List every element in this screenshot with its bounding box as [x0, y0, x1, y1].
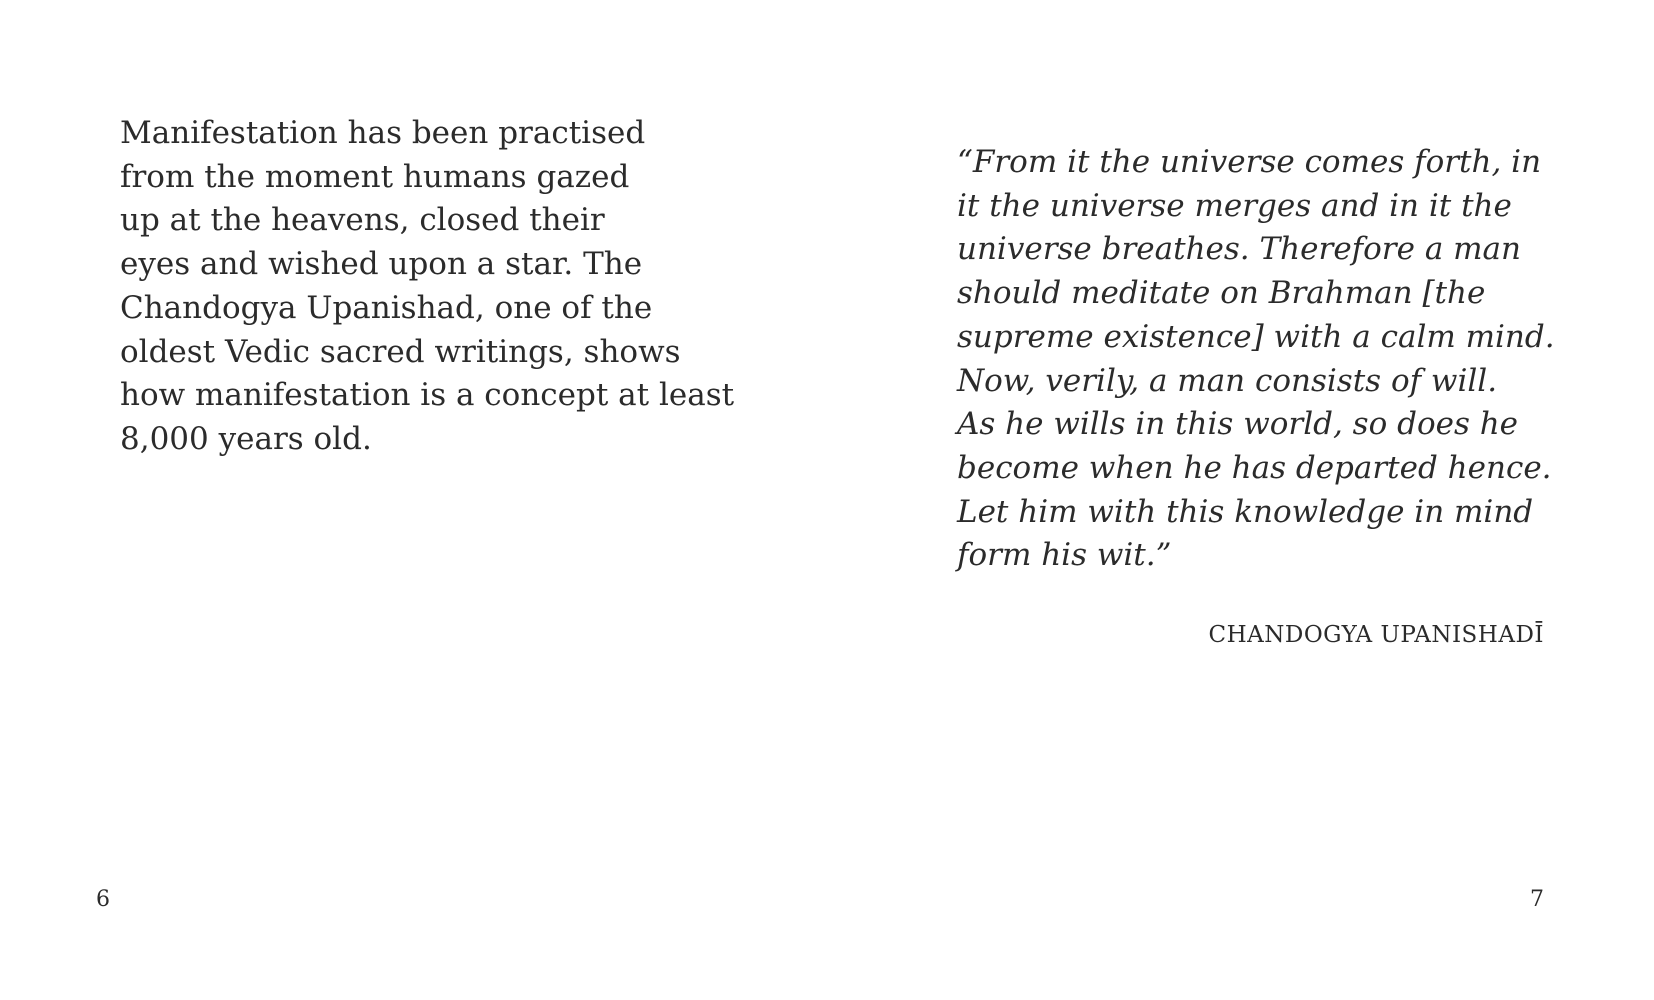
page-number-right: 7 — [1530, 887, 1544, 912]
quote-block — [957, 141, 1557, 578]
body-paragraph — [120, 112, 740, 462]
quote-line: Let him with this knowledge in mind — [957, 493, 1534, 530]
paragraph-line: from the moment humans gazed — [120, 158, 630, 195]
paragraph-line: 8,000 years old. — [120, 420, 372, 457]
paragraph-line: eyes and wished upon a star. The — [120, 246, 643, 283]
quote-line: it the universe merges and in it the — [957, 187, 1512, 224]
right-page — [827, 0, 1654, 1000]
paragraph-line: Chandogya Upanishad, one of the — [120, 289, 653, 326]
paragraph-line: how manifestation is a concept at least — [120, 377, 735, 414]
paragraph-line: up at the heavens, closed their — [120, 202, 605, 239]
quote-attribution: CHANDOGYA UPANISHADĪ — [1208, 622, 1544, 648]
quote-line: should meditate on Brahman [the — [957, 275, 1486, 312]
paragraph-line: oldest Vedic sacred writings, shows — [120, 333, 681, 370]
quote-line: universe breathes. Therefore a man — [957, 231, 1521, 268]
quote-line: supreme existence] with a calm mind. — [957, 318, 1555, 355]
paragraph-line: Manifestation has been practised — [120, 115, 646, 151]
quote-line: Now, verily, a man consists of will. — [957, 362, 1498, 399]
quote-line: become when he has departed hence. — [957, 449, 1552, 486]
quote-line: As he wills in this world, so does he — [957, 406, 1519, 443]
quote-line: “From it the universe comes forth, in — [957, 144, 1542, 180]
page-number-left: 6 — [96, 887, 110, 912]
quote-line: form his wit.” — [957, 537, 1172, 574]
